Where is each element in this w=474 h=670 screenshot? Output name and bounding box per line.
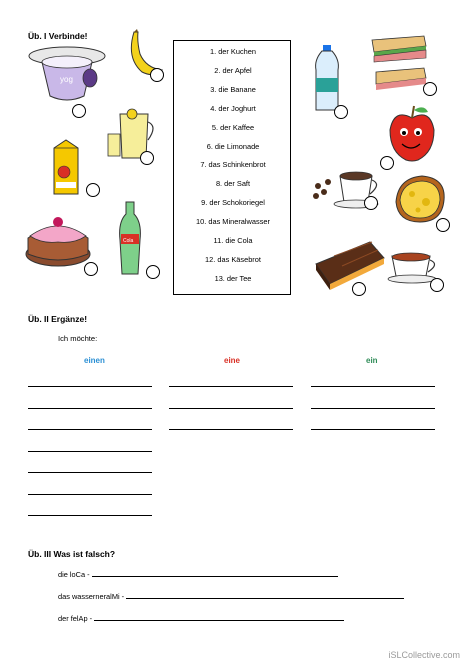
answer-circle-cheese-bread[interactable] [436,218,450,232]
word-item: 9. der Schokoriegel [201,198,265,208]
answer-line[interactable] [28,429,152,430]
word-item: 3. die Banane [210,84,256,94]
section3-title: Üb. III Was ist falsch? [28,549,116,559]
column-label-ein: ein [366,356,378,365]
answer-blank-3[interactable] [94,620,344,621]
fix-word-2: das wasserneralMi - [58,592,125,601]
answer-circle-lemonade[interactable] [140,151,154,165]
word-item: 2. der Apfel [214,65,252,75]
column-label-einen: einen [84,356,105,365]
answer-circle-juice[interactable] [86,183,100,197]
word-list-box [173,40,291,295]
word-item: 5. der Kaffee [211,122,255,132]
column-label-eine: eine [224,356,241,365]
answer-line[interactable] [169,386,293,387]
answer-line[interactable] [311,408,435,409]
answer-line[interactable] [169,429,293,430]
answer-circle-sandwich[interactable] [423,82,437,96]
answer-circle-cola[interactable] [146,265,160,279]
answer-circle-cake[interactable] [84,262,98,276]
cola-bottle-icon [116,200,144,276]
water-bottle-icon [312,44,342,112]
yogurt-icon [22,44,112,106]
chocolate-bar-icon [312,236,388,292]
word-item: 4. der Joghurt [210,103,256,113]
fix-word-1: die loCa - [58,570,90,579]
answer-line[interactable] [311,429,435,430]
answer-circle-water[interactable] [334,105,348,119]
answer-line[interactable] [311,386,435,387]
watermark: iSLCollective.com [388,650,460,660]
fix-line-1 [58,570,338,579]
apple-icon [386,104,438,164]
fix-line-2 [58,592,404,601]
answer-line[interactable] [28,515,152,516]
word-item: 8. der Saft [215,179,251,189]
section1-title: Üb. I Verbinde! [28,31,88,41]
answer-circle-chocolate[interactable] [352,282,366,296]
word-item: 6. die Limonade [206,141,260,151]
answer-circle-yogurt[interactable] [72,104,86,118]
fix-word-3: der felAp - [58,614,93,623]
answer-line[interactable] [28,472,152,473]
sandwich-icon [366,32,430,92]
word-item: 10. das Mineralwasser [196,217,270,227]
answer-circle-apple[interactable] [380,156,394,170]
answer-line[interactable] [28,451,152,452]
answer-blank-2[interactable] [126,598,404,599]
juice-carton-icon [48,138,84,196]
word-item: 13. der Tee [214,273,252,283]
word-item: 11. die Cola [213,236,253,245]
answer-circle-banana[interactable] [150,68,164,82]
answer-line[interactable] [28,494,152,495]
answer-blank-1[interactable] [92,576,338,577]
section2-title: Üb. II Ergänze! [28,314,88,324]
word-item: 12. das Käsebrot [205,254,261,264]
cake-icon [24,208,92,268]
answer-line[interactable] [28,386,152,387]
word-item: 1. der Kuchen [209,47,257,56]
answer-line[interactable] [28,408,152,409]
fix-line-3 [58,614,344,623]
answer-circle-tea[interactable] [430,278,444,292]
svg-text:yog: yog [60,75,73,84]
answer-circle-coffee[interactable] [364,196,378,210]
svg-text:Cola: Cola [123,238,134,244]
answer-line[interactable] [169,408,293,409]
word-item: 7. das Schinkenbrot [200,160,266,170]
section2-prompt: Ich möchte: [58,334,98,343]
